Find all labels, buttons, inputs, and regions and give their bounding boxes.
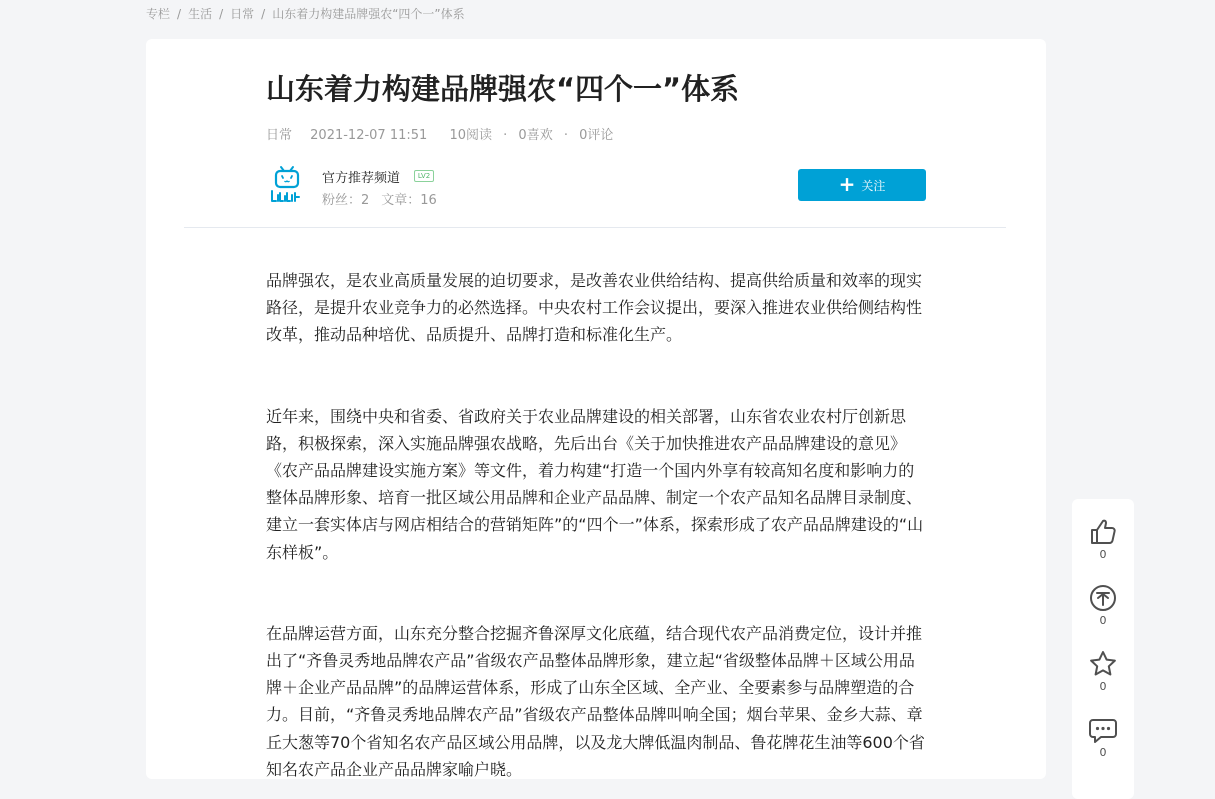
star-icon: [1088, 649, 1118, 679]
article-date: 2021-12-07 11:51: [310, 128, 428, 143]
breadcrumb-current: 山东着力构建品牌强农“四个一”体系: [272, 7, 465, 21]
article-paragraph: 在品牌运营方面，山东充分整合挖掘齐鲁深厚文化底蕴，结合现代农产品消费定位，设计并推出了“齐鲁灵秀地品牌农产品”省级农产品整体品牌形象，建立起“省级整体品牌＋区域公用品牌＋企业产品品牌”的品牌运营体系，形成了山东全区域、全产业、全要素参与品牌塑造的合力。目前，“齐鲁灵秀地品牌农产品”省级农产品整体品牌叫响全国；烟台苹果、金乡大蒜、章丘大葱等70个省知名农产品区域公用品牌，以及龙大牌低温肉制品、鲁花牌花生油等600个省知名农产品企业产品品牌家喻户晓。: [266, 623, 925, 779]
author-name[interactable]: 官方推荐频道: [322, 171, 401, 186]
comment-button[interactable]: [1072, 715, 1134, 759]
favorite-count: 0: [1099, 680, 1107, 693]
avatar[interactable]: [266, 163, 308, 205]
breadcrumb-separator: /: [177, 7, 182, 21]
comment-count: 0: [1099, 746, 1107, 759]
meta-dot: ·: [503, 128, 508, 143]
article-title: 山东着力构建品牌强农“四个一”体系: [266, 72, 740, 106]
thumbs-up-icon: [1088, 517, 1118, 547]
author-stats: [322, 189, 437, 208]
article-paragraph: 品牌强农，是农业高质量发展的迫切要求，是改善农业供给结构、提高供给质量和效率的现实路径，是提升农业竞争力的必然选择。中央农村工作会议提出，要深入推进农业供给侧结构性改革，推动品种培优、品质提升、品牌打造和标准化生产。: [266, 271, 923, 345]
follow-button[interactable]: [798, 169, 926, 201]
bilibili-logo-icon: [266, 163, 308, 205]
like-count: 0: [1099, 548, 1107, 561]
meta-dot: ·: [563, 128, 568, 143]
coin-icon: [1088, 583, 1118, 613]
plus-icon: +: [838, 172, 856, 196]
article-meta: [266, 124, 613, 143]
comment-icon: [1088, 715, 1118, 745]
author-fans: 粉丝：2: [322, 193, 370, 208]
article-card: [146, 39, 1046, 779]
article-category[interactable]: 日常: [266, 128, 293, 143]
coin-count: 0: [1099, 614, 1107, 627]
coin-button[interactable]: [1072, 583, 1134, 627]
like-button[interactable]: [1072, 517, 1134, 561]
breadcrumb: [146, 5, 465, 22]
action-sidebar: [1072, 499, 1134, 799]
article-likes: 0喜欢: [518, 128, 553, 143]
favorite-button[interactable]: [1072, 649, 1134, 693]
breadcrumb-item-column[interactable]: 专栏: [146, 7, 171, 21]
article-views: 10阅读: [449, 128, 492, 143]
author-articles: 文章：16: [381, 193, 437, 208]
article-body: [266, 267, 928, 783]
breadcrumb-item-life[interactable]: 生活: [188, 7, 213, 21]
breadcrumb-separator: /: [261, 7, 266, 21]
breadcrumb-separator: /: [219, 7, 224, 21]
article-paragraph: 近年来，围绕中央和省委、省政府关于农业品牌建设的相关部署，山东省农业农村厅创新思路，积极探索，深入实施品牌强农战略，先后出台《关于加快推进农产品品牌建设的意见》《农产品品牌建设实施方案》等文件，着力构建“打造一个国内外享有较高知名度和影响力的整体品牌形象、培育一批区域公用品牌和企业产品品牌、制定一个农产品知名品牌目录制度、建立一套实体店与网店相结合的营销矩阵”的“四个一”体系，探索形成了农产品品牌建设的“山东样板”。: [266, 406, 924, 562]
level-badge: LV2: [414, 170, 434, 182]
follow-label: 关注: [861, 178, 886, 193]
breadcrumb-item-daily[interactable]: 日常: [230, 7, 255, 21]
article-comments[interactable]: 0评论: [579, 128, 614, 143]
divider: [184, 227, 1006, 228]
